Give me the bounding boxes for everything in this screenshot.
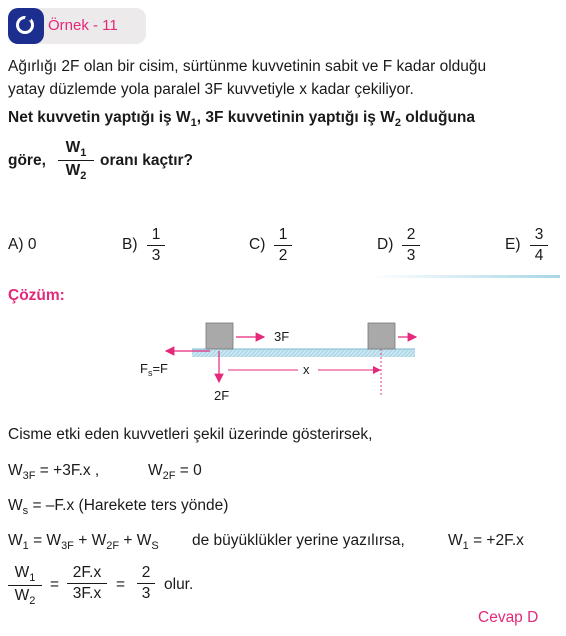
distance-label: x	[303, 362, 310, 377]
ratio-2fx-3fx: 2F.x 3F.x	[67, 564, 107, 603]
option-c-letter[interactable]: C)	[249, 236, 266, 253]
force-label: 3F	[274, 329, 290, 344]
work-friction: $W_s = -F.x$ (Harekete ters yönde)	[8, 497, 229, 517]
option-e-letter[interactable]: E)	[505, 236, 521, 253]
ratio-conclusion: olur.	[164, 576, 194, 593]
option-e-fraction[interactable]: 3 4	[530, 226, 548, 265]
option-d-fraction[interactable]: 2 3	[402, 226, 420, 265]
equals-sign-2: =	[116, 576, 126, 593]
ground-surface	[192, 349, 415, 357]
section-divider	[370, 275, 560, 278]
solution-intro: Cisme etki eden kuvvetleri şekil üzerinde gösterirsek,	[8, 426, 373, 443]
example-title: Örnek - 11	[48, 17, 118, 34]
solution-label: Çözüm:	[8, 287, 65, 304]
work-net-result: $W_1 = +2F.x$	[448, 532, 524, 552]
option-b-fraction[interactable]: 1 3	[147, 226, 165, 265]
ratio-result: 2 3	[137, 564, 155, 603]
block-start	[206, 323, 233, 349]
force-diagram	[140, 318, 430, 408]
ratio-w1-w2: $W_1$ $W_2$	[8, 564, 42, 607]
weight-label: 2F	[214, 388, 230, 403]
option-a[interactable]: A) 0	[8, 236, 37, 253]
question-line-1: Net kuvvetin yaptığı iş $W_1$, 3F kuvvetinin yaptığı iş $W_2$ olduğuna	[8, 109, 476, 129]
problem-line-2: yatay düzlemde yola paralel 3F kuvvetiyle x kadar çekiliyor.	[8, 81, 414, 98]
work-net-equation: $W_1 = W_{3F} + W_{2F} + W_S$	[8, 532, 159, 552]
work-3f: $W_{3F} = +3F.x$ ,	[8, 462, 100, 482]
option-d-letter[interactable]: D)	[377, 236, 394, 253]
work-2f: $W_{2F} = 0$	[148, 462, 202, 482]
block-end	[368, 323, 395, 349]
problem-line-1: Ağırlığı 2F olan bir cisim, sürtünme kuvvetinin sabit ve F kadar olduğu	[8, 58, 487, 75]
answer-label: Cevap D	[478, 609, 539, 626]
question-text-ratio: oranı kaçtır?	[100, 152, 194, 169]
work-net-explanation: de büyüklükler yerine yazılırsa,	[192, 532, 405, 549]
option-c-fraction[interactable]: 1 2	[274, 226, 292, 265]
question-ratio: $W_1$ $W_2$	[58, 139, 94, 182]
equals-sign-1: =	[50, 576, 60, 593]
friction-label: $F_s=F$	[140, 361, 168, 378]
question-text-gore: göre,	[8, 152, 46, 169]
option-b-letter[interactable]: B)	[122, 236, 138, 253]
